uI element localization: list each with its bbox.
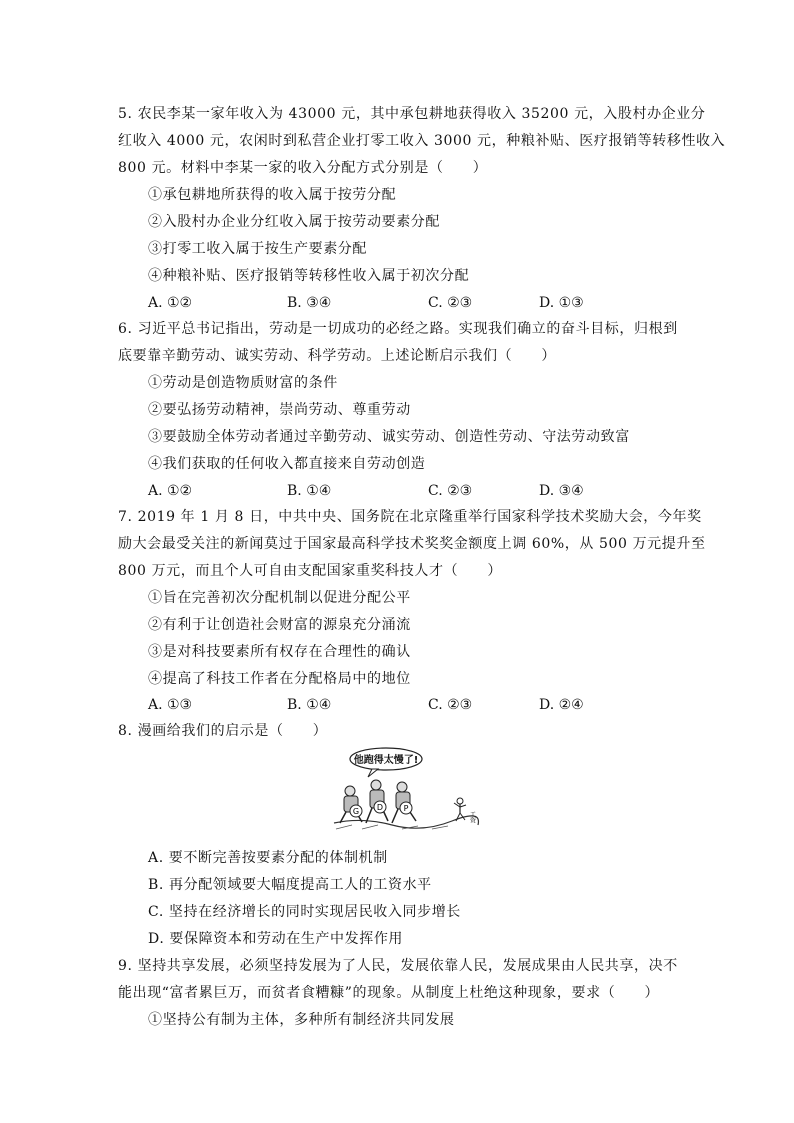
answer-choice-a[interactable]: A. ①② [148,295,193,311]
question-stem-line: 5. 农民李某一家年收入为 43000 元，其中承包耕地获得收入 35200 元，入股村办企业分 [118,106,706,122]
question-stem-line: 9. 坚持共享发展，必须坚持发展为了人民，发展依靠人民，发展成果由人民共享，决不 [118,958,678,974]
question-stem-line: 底要靠辛勤劳动、诚实劳动、科学劳动。上述论断启示我们（ ） [118,348,556,364]
runner-letter: P [403,804,409,813]
question-stem-line: 8. 漫画给我们的启示是（ ） [118,723,328,739]
question-stem-line: 7. 2019 年 1 月 8 日，中共中央、国务院在北京隆重举行国家科学技术奖励大会，今年奖 [118,509,702,525]
statement-option: ③是对科技要素所有权存在合理性的确认 [148,644,411,660]
runner-letter: D [376,803,384,812]
answer-choice-b[interactable]: B. ①④ [287,697,332,713]
runner-figure [392,782,416,823]
question-stem-line: 红收入 4000 元，农闲时到私营企业打零工收入 3000 元，种粮补贴、医疗报销等转移性收入 [118,133,726,149]
statement-option: ③要鼓励全体劳动者通过辛勤劳动、诚实劳动、创造性劳动、守法劳动致富 [148,429,630,445]
answer-choice-a[interactable]: A. 要不断完善按要素分配的体制机制 [148,850,388,866]
statement-option: ③打零工收入属于按生产要素分配 [148,241,367,257]
answer-choice-c[interactable]: C. ②③ [428,295,473,311]
statement-option: ①旨在完善初次分配机制以促进分配公平 [148,590,411,606]
answer-choice-d[interactable]: D. ②④ [539,697,584,713]
answer-choice-b[interactable]: B. ③④ [287,295,332,311]
answer-choice-b[interactable]: B. 再分配领域要大幅度提高工人的工资水平 [148,877,432,893]
bubble-text: 他跑得太慢了! [353,755,419,766]
answer-choice-c[interactable]: C. 坚持在经济增长的同时实现居民收入同步增长 [148,904,461,920]
answer-choice-d[interactable]: D. ③④ [539,483,584,499]
statement-option: ②有利于让创造社会财富的源泉充分涌流 [148,617,411,633]
runner-figure [340,786,362,823]
answer-choice-a[interactable]: A. ①③ [148,697,193,713]
question-stem-line: 能出现“富者累巨万，而贫者食糟糠”的现象。从制度上杜绝这种现象，要求（ ） [118,985,660,1001]
statement-option: ④提高了科技工作者在分配格局中的地位 [148,671,411,687]
cartoon-image [332,745,480,833]
answer-choice-a[interactable]: A. ①② [148,483,193,499]
statement-option: ②要弘扬劳动精神，崇尚劳动、尊重劳动 [148,402,411,418]
answer-choice-d[interactable]: D. 要保障资本和劳动在生产中发挥作用 [148,931,404,947]
runner-letter: G [352,807,360,816]
answer-choice-b[interactable]: B. ①④ [287,483,332,499]
question-stem-line: 800 万元，而且个人可自由支配国家重奖科技人才（ ） [118,563,502,579]
answer-choice-c[interactable]: C. ②③ [428,483,473,499]
statement-option: ①劳动是创造物质财富的条件 [148,375,338,391]
statement-option: ②入股村办企业分红收入属于按劳动要素分配 [148,214,440,230]
statement-option: ①承包耕地所获得的收入属于按劳分配 [148,187,397,203]
answer-choice-c[interactable]: C. ②③ [428,697,473,713]
question-stem-line: 800 元。材料中李某一家的收入分配方式分别是（ ） [118,160,488,176]
side-label: 工资 [468,811,476,823]
answer-choice-d[interactable]: D. ①③ [539,295,584,311]
question-stem-line: 励大会最受关注的新闻莫过于国家最高科学技术奖奖金额度上调 60%，从 500 万元提升至 [118,536,706,552]
statement-option: ④种粮补贴、医疗报销等转移性收入属于初次分配 [148,268,470,284]
question-stem-line: 6. 习近平总书记指出，劳动是一切成功的必经之路。实现我们确立的奋斗目标，归根到 [118,321,678,337]
runner-figure [366,780,388,823]
small-runner-figure [454,798,476,824]
statement-option: ④我们获取的任何收入都直接来自劳动创造 [148,456,426,472]
statement-option: ①坚持公有制为主体，多种所有制经济共同发展 [148,1012,455,1028]
